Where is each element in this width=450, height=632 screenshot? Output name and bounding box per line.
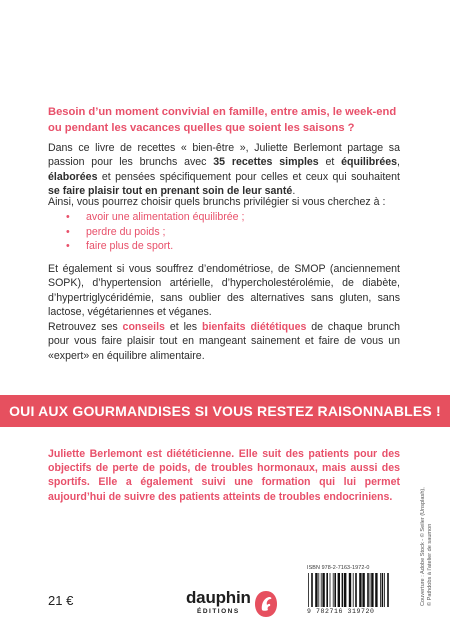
list-item	[66, 210, 386, 225]
conditions-paragraph: Et également si vous souffrez d’endométriose, de SMOP (anciennement SOPK), d’hypertension artérielle, d’hypercholestérolémie, de diabète, d’hypertriglycéridémie, sans oublier des alternatives sans gluten, sans lactose, végétariennes et véganes.	[48, 263, 400, 318]
credit-line: © Pathdobs à l'atelier de saumon	[427, 523, 433, 606]
isbn-text: ISBN 978-2-7163-1972-0	[307, 565, 370, 571]
text-span: .	[292, 184, 296, 197]
publisher-wordmark	[186, 588, 251, 615]
publisher-sub: ÉDITIONS	[197, 608, 240, 615]
list-item-text: faire plus de sport.	[86, 240, 174, 253]
list-item-text: perdre du poids ;	[86, 225, 166, 238]
highlight-pleasure: se faire plaisir tout en prenant soin de leur santé	[48, 184, 293, 197]
bullet-icon: •	[66, 211, 70, 223]
author-bio: Juliette Berlemont est diététicienne. Elle suit des patients pour des objectifs de perte de poids, de troubles hormonaux, mais aussi des sportifs. Elle a également suivi une formation qui lui permet aujourd’hui de suivre des patients atteints de troubles endocriniens.	[48, 448, 400, 503]
description-paragraph	[48, 141, 400, 198]
highlight-recipes: 35 recettes simples	[213, 156, 319, 169]
highlight-elaborate: élaborées	[48, 170, 98, 183]
slogan-banner	[0, 395, 450, 427]
publisher-logo	[186, 588, 278, 624]
text-span: de chaque brunch pour vous faire plaisir tout en mangeant sainement et faire de vous un «expert» en équilibre alimentaire.	[48, 321, 400, 362]
dolphin-icon	[254, 590, 278, 623]
text-span: Dans ce livre de recettes « bien-être », Juliette Berlemont partage sa passion pour les brunchs avec	[48, 142, 400, 169]
publisher-name: dauphin	[186, 588, 251, 607]
barcode-icon	[307, 573, 399, 607]
choose-paragraph: Ainsi, vous pourrez choisir quels brunchs privilégier si vous cherchez à :	[48, 196, 386, 208]
intro-question: Besoin d’un moment convivial en famille, entre amis, le week-end ou pendant les vacances quelles que soient les saisons ?	[48, 106, 397, 134]
text-span: et pensées spécifiquement pour celles et ceux qui souhaitent	[97, 170, 400, 183]
bullet-icon: •	[66, 225, 70, 238]
text-span: et	[318, 156, 342, 169]
highlight-advice: conseils	[122, 321, 165, 333]
highlight-balanced: équilibrées	[341, 156, 398, 169]
goals-list	[66, 210, 386, 254]
barcode-number: 9 782716 319720	[307, 608, 375, 615]
list-item	[66, 225, 386, 240]
text-span: Retrouvez ses	[48, 321, 123, 333]
list-item	[66, 239, 386, 254]
photo-credits	[420, 487, 434, 606]
text-span: et les	[164, 321, 202, 333]
slogan-text: OUI AUX GOURMANDISES SI VOUS RESTEZ RAISONNABLES !	[9, 403, 441, 419]
text-span: ,	[397, 156, 400, 169]
highlight-benefits: bienfaits diététiques	[202, 321, 307, 333]
price: 21 €	[48, 593, 74, 608]
list-item-text: avoir une alimentation équilibrée ;	[86, 211, 245, 223]
bullet-icon: •	[66, 240, 70, 253]
advice-paragraph	[48, 320, 400, 363]
barcode-block	[307, 565, 399, 615]
credit-line: Couverture : Adobe Stock - © Seiler (Unsplash),	[420, 487, 426, 606]
